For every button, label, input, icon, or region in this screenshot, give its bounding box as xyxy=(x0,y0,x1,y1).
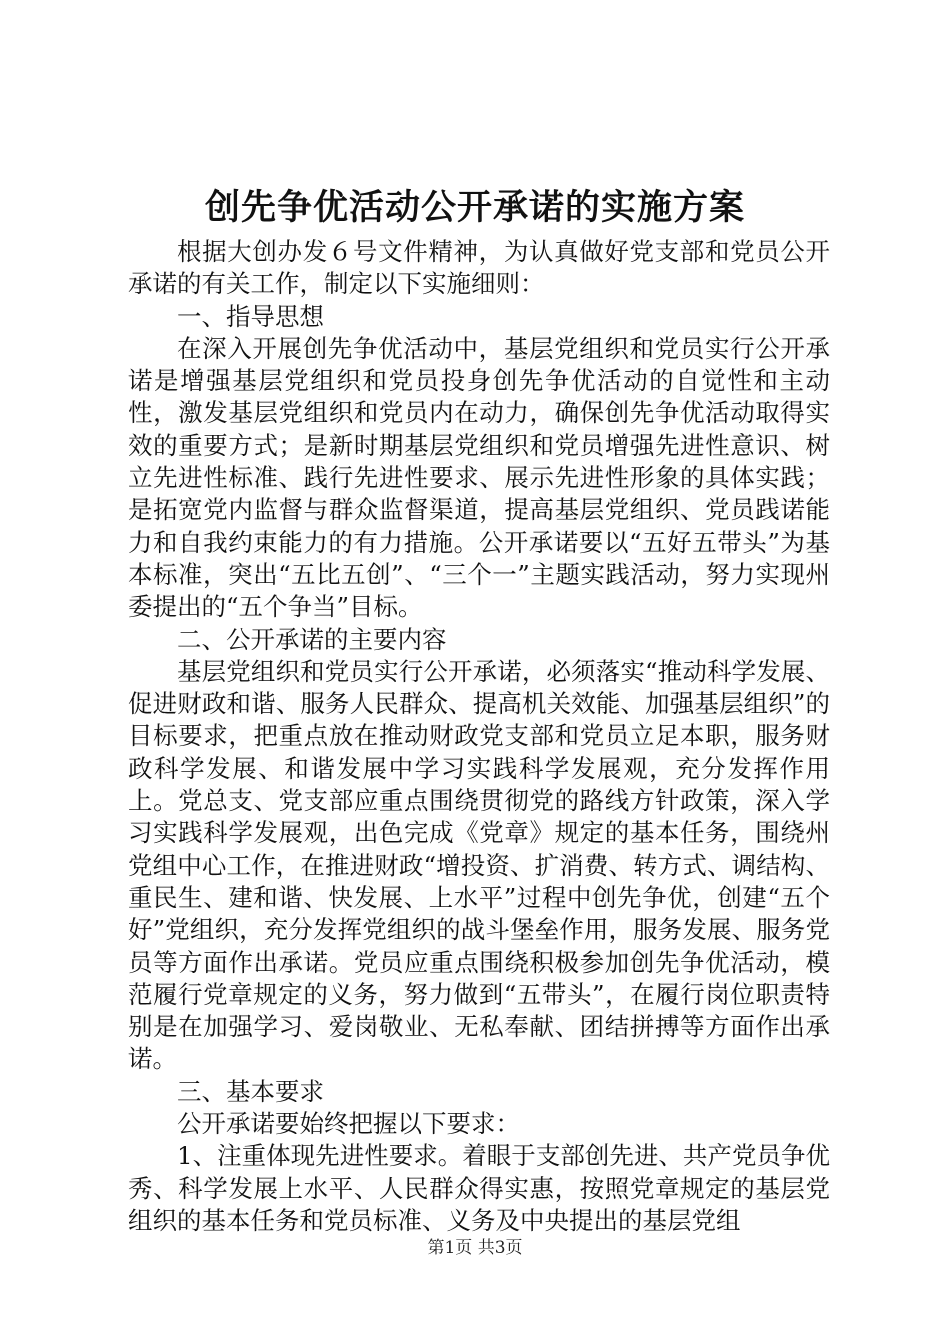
section-heading-2: 二、公开承诺的主要内容 xyxy=(177,624,447,654)
paragraph-requirements-intro: 公开承诺要始终把握以下要求： xyxy=(177,1109,520,1139)
paragraph-requirement-1: 1、注重体现先进性要求。着眼于支部创先进、共产党员争优秀、科学发展上水平、人民群众得实惠，按照党章规定的基层党组织的基本任务和党员标准、义务及中央提出的基层党组 xyxy=(128,1141,830,1235)
document-body xyxy=(128,236,830,1237)
paragraph-guiding-ideology: 在深入开展创先争优活动中，基层党组织和党员实行公开承诺是增强基层党组织和党员投身创先争优活动的自觉性和主动性，激发基层党组织和党员内在动力，确保创先争优活动取得实效的重要方式；是新时期基层党组织和党员增强先进性意识、树立先进性标准、践行先进性要求、展示先进性形象的具体实践；是拓宽党内监督与群众监督渠道，提高基层党组织、党员践诺能力和自我约束能力的有力措施。公开承诺要以“五好五带头”为基本标准，突出“五比五创”、“三个一”主题实践活动，努力实现州委提出的“五个争当”目标。 xyxy=(128,333,830,622)
document-title: 创先争优活动公开承诺的实施方案 xyxy=(204,187,745,228)
paragraph-main-content: 基层党组织和党员实行公开承诺，必须落实“推动科学发展、促进财政和谐、服务人民群众、提高机关效能、加强基层组织”的目标要求，把重点放在推动财政党支部和党员立足本职，服务财政科学发展、和谐发展中学习实践科学发展观，充分发挥作用上。党总支、党支部应重点围绕贯彻党的路线方针政策，深入学习实践科学发展观，出色完成《党章》规定的基本任务，围绕州党组中心工作，在推进财政“增投资、扩消费、转方式、调结构、重民生、建和谐、快发展、上水平”过程中创先争优，创建“五个好”党组织，充分发挥党组织的战斗堡垒作用，服务发展、服务党员等方面作出承诺。党员应重点围绕积极参加创先争优活动，模范履行党章规定的义务，努力做到“五带头”，在履行岗位职责特别是在加强学习、爱岗敬业、无私奉献、团结拼搏等方面作出承诺。 xyxy=(128,656,830,1074)
paragraph-intro: 根据大创办发６号文件精神，为认真做好党支部和党员公开承诺的有关工作，制定以下实施细则： xyxy=(128,237,830,299)
page-footer: 第1页 共3页 xyxy=(427,1238,523,1258)
section-heading-1: 一、指导思想 xyxy=(177,301,324,331)
section-heading-3: 三、基本要求 xyxy=(177,1076,324,1106)
